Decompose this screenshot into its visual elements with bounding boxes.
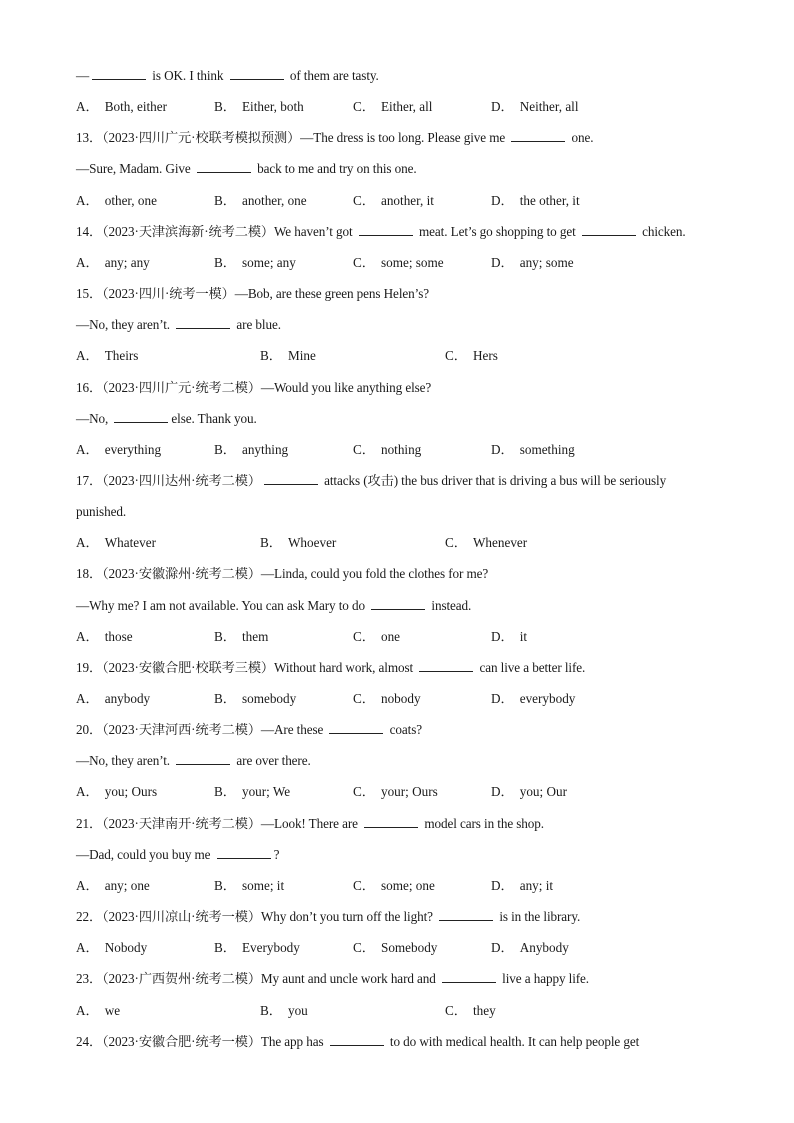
answer-blank[interactable] (176, 752, 230, 765)
option-text: Mine (287, 348, 316, 363)
answer-option[interactable] (491, 98, 579, 116)
option-letter: C． (353, 878, 375, 893)
question-line (76, 597, 471, 615)
question-line (76, 379, 431, 397)
question-text: to do with medical health. It can help people get (386, 1034, 640, 1049)
option-letter: C． (445, 535, 467, 550)
answer-blank[interactable] (230, 67, 284, 80)
answer-blank[interactable] (330, 1033, 384, 1046)
answer-blank[interactable] (364, 815, 418, 828)
answer-blank[interactable] (176, 316, 230, 329)
question-text: —No, (76, 411, 112, 426)
question-line (76, 129, 593, 147)
option-text: it (519, 629, 528, 644)
question-line (76, 160, 417, 178)
answer-option[interactable] (260, 1002, 308, 1020)
option-text: those (104, 629, 133, 644)
option-text: the other, it (519, 193, 580, 208)
option-text: some; any (241, 255, 296, 270)
option-letter: B． (260, 535, 282, 550)
option-letter: B． (214, 691, 236, 706)
option-text: anything (241, 442, 289, 457)
option-text: Whenever (472, 535, 528, 550)
question-text: — (76, 68, 90, 83)
question-text: attacks (攻击) the bus driver that is driving a bus will be seriously (320, 473, 667, 488)
option-letter: D． (491, 784, 514, 799)
option-letter: B． (260, 1003, 282, 1018)
question-line (76, 285, 429, 303)
option-letter: A． (76, 99, 99, 114)
option-letter: A． (76, 1003, 99, 1018)
answer-option[interactable] (214, 877, 284, 895)
option-letter: A． (76, 629, 99, 644)
answer-option[interactable] (76, 939, 147, 957)
answer-blank[interactable] (264, 472, 318, 485)
option-text: some; some (380, 255, 444, 270)
option-text: Whatever (104, 535, 156, 550)
answer-option[interactable] (76, 1002, 120, 1020)
answer-option[interactable] (353, 254, 444, 272)
question-text: one. (568, 130, 594, 145)
option-text: you; Ours (104, 784, 158, 799)
option-letter: C． (445, 1003, 467, 1018)
question-text: 16．（2023·四川广元·统考二模）—Would you like anything else? (76, 380, 432, 395)
option-letter: D． (491, 878, 514, 893)
option-text: nothing (380, 442, 422, 457)
question-line (76, 472, 666, 490)
answer-option[interactable] (491, 441, 575, 459)
answer-option[interactable] (445, 347, 498, 365)
option-letter: C． (445, 348, 467, 363)
option-text: somebody (241, 691, 297, 706)
question-text: ? (273, 847, 280, 862)
question-text: meat. Let’s go shopping to get (415, 224, 579, 239)
question-text: is OK. I think (149, 68, 227, 83)
answer-option[interactable] (353, 441, 421, 459)
question-line (76, 815, 544, 833)
answer-blank[interactable] (197, 160, 251, 173)
question-text: live a happy life. (498, 971, 589, 986)
question-text: back to me and try on this one. (253, 161, 417, 176)
option-text: anybody (104, 691, 151, 706)
answer-blank[interactable] (439, 908, 493, 921)
option-letter: B． (214, 784, 236, 799)
answer-option[interactable] (214, 939, 300, 957)
answer-blank[interactable] (329, 721, 383, 734)
question-line (76, 846, 279, 864)
answer-option[interactable] (491, 192, 580, 210)
option-text: one (380, 629, 401, 644)
question-line (76, 970, 589, 988)
option-letter: C． (353, 629, 375, 644)
option-text: everything (104, 442, 162, 457)
answer-option[interactable] (214, 254, 296, 272)
answer-blank[interactable] (217, 846, 271, 859)
question-text: instead. (428, 598, 472, 613)
answer-option[interactable] (76, 783, 157, 801)
option-text: any; one (104, 878, 150, 893)
option-text: we (104, 1003, 121, 1018)
answer-option[interactable] (353, 192, 434, 210)
option-letter: B． (214, 442, 236, 457)
option-text: you (287, 1003, 308, 1018)
option-letter: C． (353, 691, 375, 706)
answer-option[interactable] (353, 783, 438, 801)
answer-option[interactable] (260, 347, 316, 365)
question-text: —No, they aren’t. (76, 317, 174, 332)
question-text: is in the library. (496, 909, 581, 924)
answer-option[interactable] (445, 534, 527, 552)
option-letter: D． (491, 99, 514, 114)
option-letter: A． (76, 691, 99, 706)
question-line (76, 316, 281, 334)
question-text: 18．（2023·安徽滁州·统考二模）—Linda, could you fold the clothes for me? (76, 566, 489, 581)
answer-blank[interactable] (359, 223, 413, 236)
answer-blank[interactable] (419, 659, 473, 672)
answer-blank[interactable] (582, 223, 636, 236)
answer-option[interactable] (76, 877, 150, 895)
question-text: —Sure, Madam. Give (76, 161, 194, 176)
question-text: 22．（2023·四川凉山·统考一模）Why don’t you turn off the light? (76, 909, 437, 924)
option-text: another, one (241, 193, 307, 208)
answer-option[interactable] (353, 98, 432, 116)
question-text: coats? (386, 722, 423, 737)
answer-blank[interactable] (371, 597, 425, 610)
answer-option[interactable] (76, 254, 150, 272)
option-letter: A． (76, 193, 99, 208)
option-letter: B． (214, 878, 236, 893)
option-text: any; any (104, 255, 150, 270)
question-text: —Why me? I am not available. You can ask Mary to do (76, 598, 369, 613)
option-text: they (472, 1003, 496, 1018)
option-letter: C． (353, 784, 375, 799)
option-letter: D． (491, 691, 514, 706)
option-text: something (519, 442, 575, 457)
option-text: Both, either (104, 99, 167, 114)
answer-option[interactable] (214, 192, 307, 210)
question-line (76, 1033, 639, 1051)
option-letter: A． (76, 348, 99, 363)
option-letter: C． (353, 193, 375, 208)
question-line (76, 721, 422, 739)
question-text: are over there. (233, 753, 311, 768)
option-letter: D． (491, 255, 514, 270)
question-text: 23．（2023·广西贺州·统考二模）My aunt and uncle work hard and (76, 971, 439, 986)
answer-option[interactable] (76, 690, 150, 708)
option-letter: D． (491, 193, 514, 208)
answer-blank[interactable] (92, 67, 146, 80)
option-text: Neither, all (519, 99, 579, 114)
answer-blank[interactable] (442, 970, 496, 983)
question-line (76, 565, 488, 583)
answer-option[interactable] (445, 1002, 496, 1020)
option-text: you; Our (519, 784, 567, 799)
option-text: any; some (519, 255, 574, 270)
answer-option[interactable] (76, 628, 133, 646)
option-letter: B． (214, 99, 236, 114)
question-line (76, 752, 311, 770)
option-text: another, it (380, 193, 434, 208)
question-text: 20．（2023·天津河西·统考二模）—Are these (76, 722, 327, 737)
answer-option[interactable] (353, 690, 421, 708)
option-letter: A． (76, 784, 99, 799)
answer-option[interactable] (491, 877, 553, 895)
question-text: 21．（2023·天津南开·统考二模）—Look! There are (76, 816, 362, 831)
option-letter: C． (353, 255, 375, 270)
question-text: —Dad, could you buy me (76, 847, 214, 862)
question-text: —No, they aren’t. (76, 753, 174, 768)
option-text: nobody (380, 691, 421, 706)
option-letter: B． (260, 348, 282, 363)
option-text: your; We (241, 784, 291, 799)
answer-option[interactable] (214, 690, 296, 708)
answer-option[interactable] (214, 628, 268, 646)
answer-option[interactable] (76, 192, 157, 210)
question-text: model cars in the shop. (421, 816, 544, 831)
answer-option[interactable] (76, 441, 161, 459)
option-text: some; one (380, 878, 435, 893)
option-letter: C． (353, 442, 375, 457)
question-text: 17．（2023·四川达州·统考二模） (76, 473, 261, 488)
option-text: Whoever (287, 535, 337, 550)
option-text: Theirs (104, 348, 139, 363)
answer-option[interactable] (353, 628, 400, 646)
option-text: other, one (104, 193, 157, 208)
option-text: Everybody (241, 940, 300, 955)
option-text: Hers (472, 348, 498, 363)
answer-option[interactable] (76, 98, 167, 116)
option-letter: A． (76, 535, 99, 550)
answer-option[interactable] (491, 939, 569, 957)
question-line (76, 67, 379, 85)
option-letter: B． (214, 940, 236, 955)
option-text: your; Ours (380, 784, 438, 799)
option-letter: A． (76, 442, 99, 457)
question-text: else. Thank you. (171, 411, 257, 426)
answer-option[interactable] (76, 534, 156, 552)
question-line (76, 503, 126, 521)
option-letter: B． (214, 629, 236, 644)
option-letter: A． (76, 940, 99, 955)
option-letter: C． (353, 99, 375, 114)
answer-option[interactable] (214, 441, 288, 459)
answer-option[interactable] (76, 347, 138, 365)
question-line (76, 410, 257, 428)
answer-option[interactable] (353, 939, 437, 957)
answer-blank[interactable] (511, 129, 565, 142)
option-text: Either, all (380, 99, 433, 114)
answer-option[interactable] (214, 98, 304, 116)
option-letter: A． (76, 878, 99, 893)
option-text: everybody (519, 691, 576, 706)
option-letter: B． (214, 255, 236, 270)
answer-option[interactable] (491, 254, 574, 272)
answer-blank[interactable] (114, 410, 168, 423)
option-text: Nobody (104, 940, 148, 955)
question-line (76, 659, 585, 677)
question-text: are blue. (233, 317, 281, 332)
option-text: them (241, 629, 269, 644)
answer-option[interactable] (491, 690, 575, 708)
option-text: any; it (519, 878, 554, 893)
option-text: Somebody (380, 940, 438, 955)
question-text: punished. (76, 504, 127, 519)
option-letter: B． (214, 193, 236, 208)
answer-option[interactable] (491, 783, 567, 801)
option-text: Either, both (241, 99, 304, 114)
question-text: chicken. (638, 224, 686, 239)
option-text: Anybody (519, 940, 569, 955)
question-line (76, 908, 580, 926)
question-text: can live a better life. (476, 660, 586, 675)
question-line (76, 223, 686, 241)
question-text: 13．（2023·四川广元·校联考模拟预测）—The dress is too long. Please give me (76, 130, 509, 145)
option-letter: D． (491, 940, 514, 955)
question-text: 14．（2023·天津滨海新·统考二模）We haven’t got (76, 224, 356, 239)
option-text: some; it (241, 878, 285, 893)
question-text: of them are tasty. (286, 68, 379, 83)
answer-option[interactable] (491, 628, 527, 646)
answer-option[interactable] (260, 534, 336, 552)
option-letter: D． (491, 629, 514, 644)
option-letter: A． (76, 255, 99, 270)
question-text: 19．（2023·安徽合肥·校联考三模）Without hard work, almost (76, 660, 417, 675)
answer-option[interactable] (353, 877, 435, 895)
question-text: 24．（2023·安徽合肥·统考一模）The app has (76, 1034, 327, 1049)
answer-option[interactable] (214, 783, 290, 801)
option-letter: C． (353, 940, 375, 955)
option-letter: D． (491, 442, 514, 457)
question-text: 15．（2023·四川·统考一模）—Bob, are these green pens Helen’s? (76, 286, 429, 301)
